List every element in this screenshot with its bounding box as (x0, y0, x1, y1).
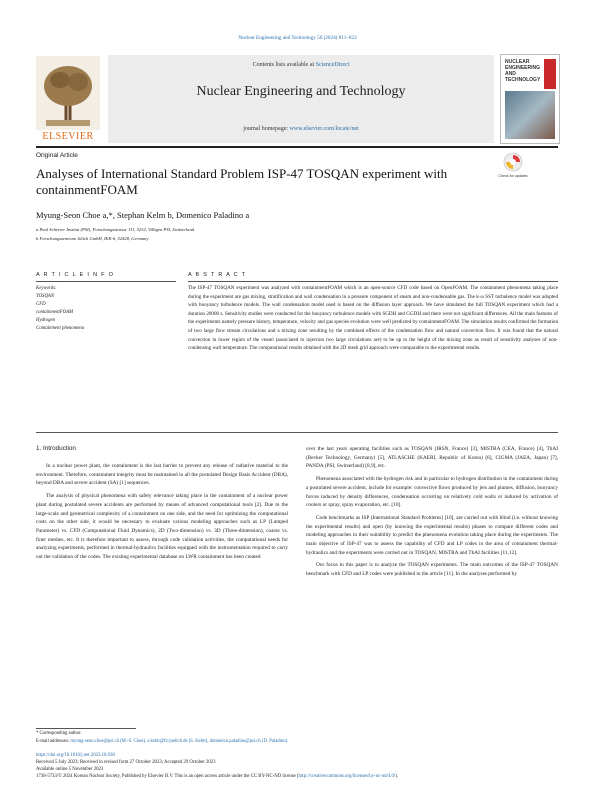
elsevier-tree-logo (36, 56, 100, 136)
received-dates: Received 5 July 2023; Received in revised form 27 October 2023; Accepted 29 October 2023 (36, 760, 216, 765)
doi-link[interactable] (36, 752, 558, 759)
doi-url[interactable]: https://doi.org/10.1016/j.net.2023.10.038 (36, 753, 115, 758)
cover-title: NUCLEAR ENGINEERING AND TECHNOLOGY (505, 59, 541, 83)
abstract-text: The ISP-47 TOSQAN experiment was analyzed with containmentFOAM which is an open-source CFD code based on OpenFOAM. The containment phenomena taking place during the experiment are gas mixing, stratification and wall condensation in a pressure component of steam and non-condensable gas. The k-ω SST turbulence model was adopted with buoyancy turbulence models. The wall condensation model used is based on the diffusion layer approach. We have simulated the full TOSQAN experiment which had a duration 20000 s. Sensitivity studies were conducted for the buoyancy turbulence models with SGDH and GGDH and there were not significant differences. All the main features of the experiments namely pressure history, temperature, velocity and gas species evolution were well predicted by containmentFOAM. The simulation results confirmed the formation of two large flow stream circulations and a mixing zone resulting by the combined effects of the condensation flow and natural convection flow. It was found that the natural convection in lower region of the vessel (associated to injection two large circulations are) to be up to the height of the mixing zone as result of sensitivity analyses of non-condensing wall temperature. The computational results obtained with the 2D mesh grid approach were comparable to the experimental results. (188, 285, 558, 352)
affiliation-a: a Paul Scherrer Institut (PSI), Forschungsstrasse 111, 5232, Villigen PSI, Switzerland (36, 227, 195, 232)
available-online: Available online 5 November 2023 (36, 767, 104, 772)
corresponding-author: * Corresponding author. (36, 731, 82, 736)
homepage-link[interactable]: www.elsevier.com/locate/net (289, 126, 359, 132)
homepage-line (108, 126, 494, 132)
cover-photo (505, 91, 555, 139)
license-prefix: 1738-5733/© 2024 Korean Nuclear Society, Published by Elsevier B.V. This is an open access article under the CC BY-NC-ND license ( (36, 774, 299, 779)
keyword-item: Containment phenomena (36, 326, 85, 331)
email-addresses (36, 739, 558, 744)
article-type: Original Article (36, 152, 78, 159)
contents-prefix: Contents lists available at (252, 62, 316, 68)
keyword-item: Hydrogen (36, 318, 56, 323)
paragraph: Our focus in this paper is to analyze the TOSQAN experiments. The main outcomes of the ISP-47 TOSQAN benchmark with CFD and LP codes were published in the article [11]. In the analyses performed by (306, 562, 558, 578)
contents-line (108, 62, 494, 68)
abstract-heading: A B S T R A C T (188, 272, 247, 278)
article-info-heading: A R T I C L E I N F O (36, 272, 115, 278)
abstract-rule (188, 281, 558, 282)
publisher-name: ELSEVIER (42, 131, 94, 142)
license-suffix: ). (395, 774, 398, 779)
paragraph: The analysis of physical phenomena with safety relevance taking place in the containment of a nuclear power plant during postulated severe accidents are performed by means of advanced computational tools [2]. Due to the large-scale and geometrical complexity of a containment on one side, and the need for optimizing the computational costs on the other side, it would be necessary to evaluate various modeling approaches such as LP (Lumped Parameter) vs. CFD (Computational Fluid Dynamics), 2D (Two-dimension) vs. 3D (Three-dimension), coarse vs. finer meshes, etc. It is therefore important to assess, through code validation activities, the computational needs for analyzing experiments, performed in thermal-hydraulics facilities equipped with the instrumentation required to carry out the validation of the codes. The existing experimental database on LWR containment has been created (36, 493, 288, 561)
right-column (306, 445, 558, 579)
crossmark-label: Check for updates (498, 174, 528, 178)
left-column (36, 462, 288, 562)
keyword-item: containmentFOAM (36, 310, 74, 315)
homepage-prefix: journal homepage: (243, 126, 290, 132)
emails-prefix: E-mail addresses: (36, 739, 71, 744)
cover-strip (544, 59, 556, 89)
paragraph: Phenomena associated with the hydrogen risk and in particular to hydrogen distribution in the containment during a postulated severe accident, include for example: convective flows produced by jets and plumes, diffusion, buoyancy forces induced by density differences, condensation occurring on relatively cold walls or induced by activation of coolers or spray, spray evaporation, etc. [10]. (306, 476, 558, 509)
paragraph: over the last years operating facilities such as TOSQAN (IRSN, France) [3], MISTRA (CEA, France) [4], ThAI (Becker Technology, Germany) [5], ATLASCHE (KAERI, Republic of Korea) [6], CIGMA (JAEA, Japan) [7], PANDA (PSI, Switzerland) [8,9], etc. (306, 446, 558, 470)
paragraph: In a nuclear power plant, the containment is the last barrier to prevent any release of radiative material to the environment. Therefore, containment integrity must be maintained in all the postulated Design Basis Accident (DBA), beyond DBA and severe accident (SA) [1] sequences. (36, 463, 288, 487)
paragraph: Code benchmarks as ISP (International Standard Problems) [10], are carried out with blind (i.e. without knowing the experimental results) and open (by knowing the experimental results) phases to compare different codes and modeling approaches in their suitability to predict the phenomena evolution taking place during the experiments. The main objective of ISP-47 was to assess the capability of CFD and LP codes in the area of containment thermal-hydraulics and the experiments were carried out in TOSQAN, MISTRA and ThAI facilities [11,12]. (306, 514, 558, 556)
footnote-rule (36, 728, 136, 729)
keyword-item: TOSQAN (36, 294, 55, 299)
crossmark-icon[interactable] (500, 152, 526, 182)
article-title: Analyses of International Standard Problem ISP-47 TOSQAN experiment with containmentFOAM (36, 166, 448, 197)
abstract-end-rule (36, 432, 558, 433)
license-link[interactable]: http://creativecommons.org/licenses/by-nc-nd/4.0/ (298, 774, 396, 779)
email-links[interactable]: myung-seon.choe@psi.ch (M.-S. Choe), s.kelm@fz-juelich.de (S. Kelm), domenico.paladino@psi.ch (D. Paladino). (70, 739, 289, 744)
sciencedirect-link[interactable]: ScienceDirect (315, 62, 350, 68)
journal-citation[interactable]: Nuclear Engineering and Technology 56 (2024) 811–823 (238, 35, 357, 41)
license-text (36, 773, 558, 780)
info-rule (36, 281, 176, 282)
keyword-item: CFD (36, 302, 46, 307)
header-rule (36, 146, 558, 148)
journal-cover-image (500, 54, 560, 144)
author-list[interactable]: Myung-Seon Choe a,*, Stephan Kelm b, Domenico Paladino a (36, 210, 250, 220)
journal-title: Nuclear Engineering and Technology (196, 84, 406, 99)
affiliation-b: b Forschungszentrum Jülich GmbH, IEK-6, 52428, Germany (36, 236, 149, 241)
introduction-heading: 1. Introduction (36, 445, 76, 452)
keywords-heading: Keywords: (36, 286, 57, 291)
